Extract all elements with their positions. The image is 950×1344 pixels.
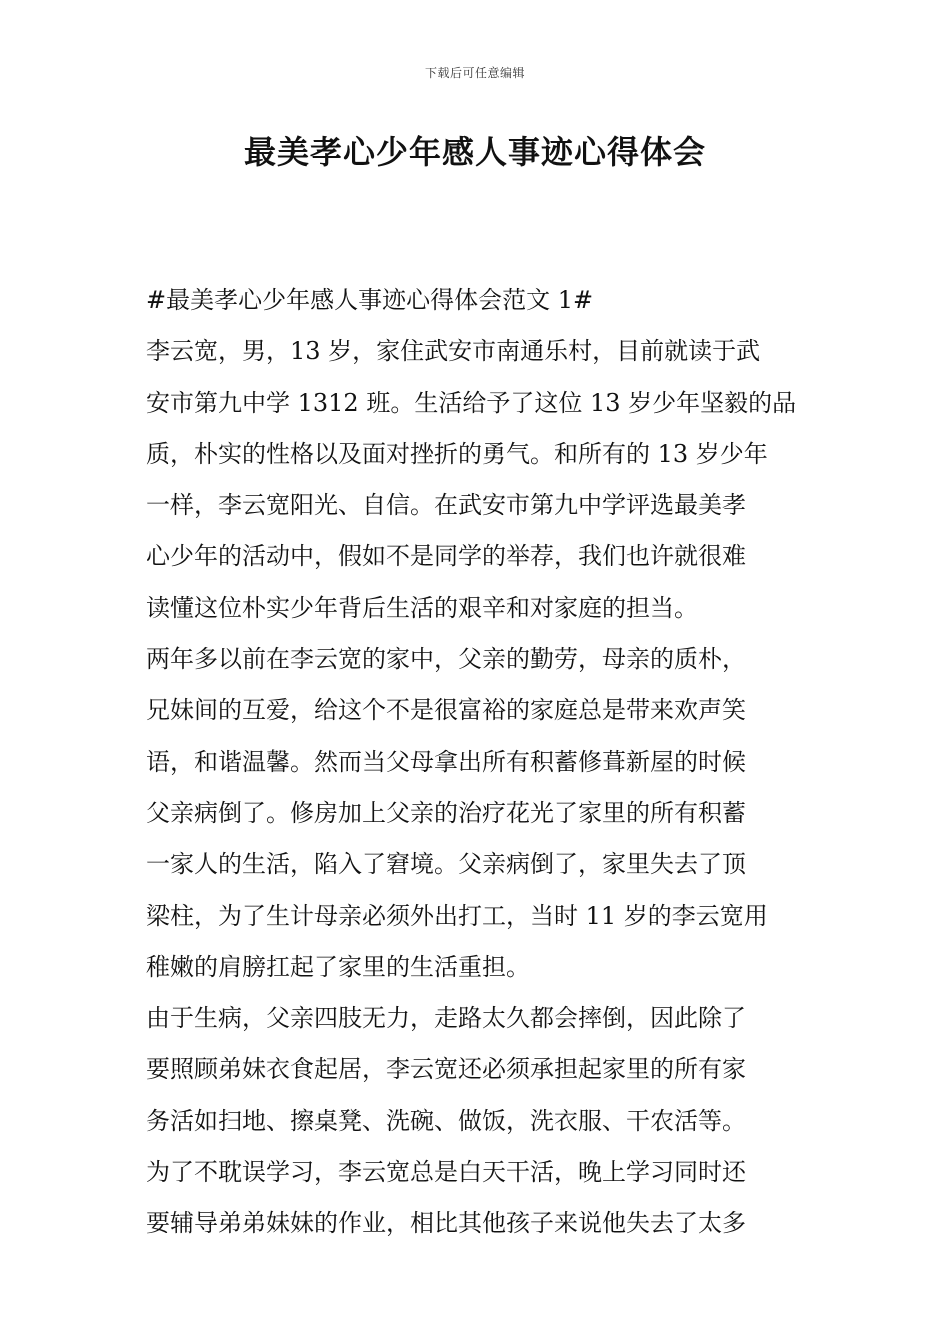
text-line: 一样，李云宽阳光、自信。在武安市第九中学评选最美孝 <box>146 491 746 520</box>
text-line: 梁柱，为了生计母亲必须外出打工，当时 11 岁的李云宽用 <box>146 901 768 930</box>
document-title: 最美孝心少年感人事迹心得体会 <box>243 133 706 171</box>
section-heading: #最美孝心少年感人事迹心得体会范文 1# <box>146 286 594 314</box>
text-line: 务活如扫地、擦桌凳、洗碗、做饭，洗衣服、干农活等。 <box>146 1106 746 1135</box>
text-line: 李云宽，男，13 岁，家住武安市南通乐村，目前就读于武 <box>146 337 761 366</box>
text-line: 为了不耽误学习，李云宽总是白天干活，晚上学习同时还 <box>146 1158 746 1187</box>
text-line: 安市第九中学 1312 班。生活给予了这位 13 岁少年坚毅的品 <box>146 388 797 417</box>
text-line: 兄妹间的互爱，给这个不是很富裕的家庭总是带来欢声笑 <box>146 696 746 725</box>
text-line: 语，和谐温馨。然而当父母拿出所有积蓄修葺新屋的时候 <box>146 747 746 776</box>
text-line: 稚嫩的肩膀扛起了家里的生活重担。 <box>146 952 530 981</box>
body-text <box>146 282 806 1257</box>
text-line: 心少年的活动中，假如不是同学的举荐，我们也许就很难 <box>146 542 746 571</box>
text-line: 两年多以前在李云宽的家中，父亲的勤劳，母亲的质朴， <box>146 645 746 674</box>
text-line: 由于生病，父亲四肢无力，走路太久都会摔倒，因此除了 <box>146 1004 746 1033</box>
text-line: 质，朴实的性格以及面对挫折的勇气。和所有的 13 岁少年 <box>146 439 768 468</box>
text-line: 一家人的生活，陷入了窘境。父亲病倒了，家里失去了顶 <box>146 850 746 879</box>
text-line: 读懂这位朴实少年背后生活的艰辛和对家庭的担当。 <box>146 593 698 622</box>
header-note: 下载后可任意编辑 <box>424 66 525 80</box>
text-line: 要辅导弟弟妹妹的作业，相比其他孩子来说他失去了太多 <box>146 1209 746 1238</box>
text-line: 要照顾弟妹衣食起居，李云宽还必须承担起家里的所有家 <box>146 1055 746 1084</box>
text-line: 父亲病倒了。修房加上父亲的治疗花光了家里的所有积蓄 <box>146 798 746 827</box>
